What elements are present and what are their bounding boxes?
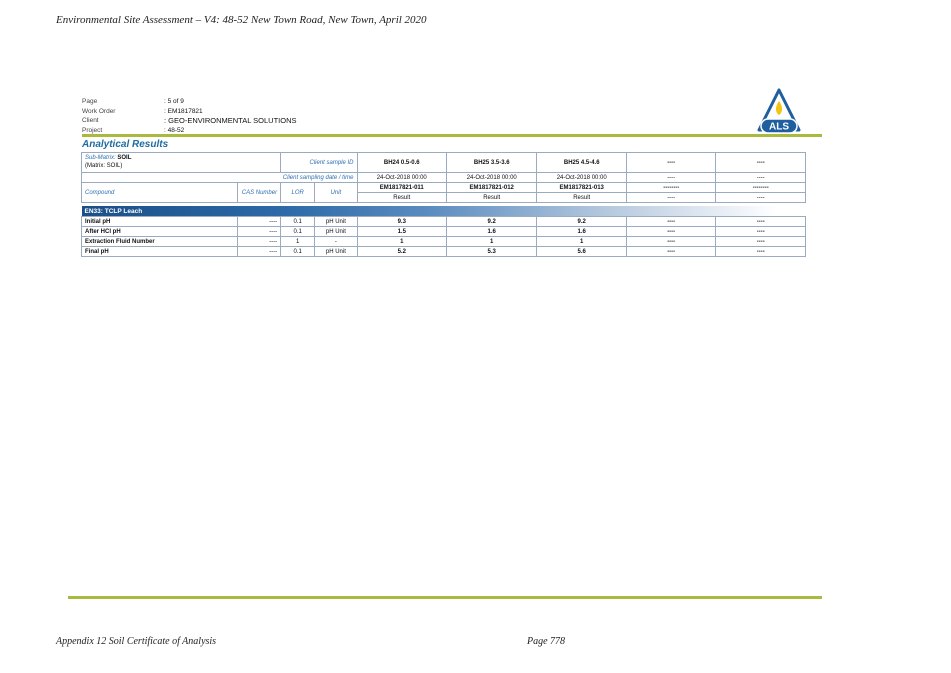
table-row <box>82 217 806 227</box>
sample-id-cell: BH25 3.5-3.6 <box>446 153 536 173</box>
sub-matrix-label: Sub-Matrix: <box>85 155 116 161</box>
sampling-date-cell: 24-Oct-2018 00:00 <box>537 173 626 183</box>
result-cell: 9.2 <box>446 217 536 227</box>
document-header: Environmental Site Assessment – V4: 48-52 New Town Road, New Town, April 2020 <box>56 14 427 26</box>
result-cell: 5.3 <box>446 247 536 257</box>
compound-cell: Initial pH <box>82 217 238 227</box>
result-cell: ---- <box>626 217 715 227</box>
sub-matrix-value: SOIL <box>117 155 132 161</box>
lab-id-cell: EM1817821-013 <box>537 183 626 193</box>
result-label-cell: ---- <box>626 193 715 203</box>
footer-appendix: Appendix 12 Soil Certificate of Analysis <box>56 636 217 647</box>
table-row <box>82 247 806 257</box>
lor-cell: 0.1 <box>281 227 315 237</box>
analytical-results-table <box>81 152 806 257</box>
result-cell: 1.6 <box>446 227 536 237</box>
result-cell: 5.2 <box>357 247 446 257</box>
meta-client-value: : GEO-ENVIRONMENTAL SOLUTIONS <box>164 116 297 126</box>
client-sample-id-label: Client sample ID <box>281 153 357 173</box>
sampling-date-cell: 24-Oct-2018 00:00 <box>446 173 536 183</box>
result-cell: ---- <box>626 237 715 247</box>
sample-id-cell: BH24 0.5-0.6 <box>357 153 446 173</box>
lor-cell: 1 <box>281 237 315 247</box>
cas-cell: ---- <box>237 217 280 227</box>
result-cell: 1 <box>357 237 446 247</box>
client-sample-id-row <box>82 153 806 173</box>
sampling-date-cell: ---- <box>716 173 806 183</box>
table-row <box>82 237 806 247</box>
result-cell: 1 <box>446 237 536 247</box>
sample-id-cell: BH25 4.5-4.6 <box>537 153 626 173</box>
lor-cell: 0.1 <box>281 217 315 227</box>
unit-header: Unit <box>315 183 357 203</box>
compound-header: Compound <box>82 183 238 203</box>
compound-cell: Final pH <box>82 247 238 257</box>
footer-rule <box>68 596 822 599</box>
unit-cell: pH Unit <box>315 227 357 237</box>
group-title: EN33: TCLP Leach <box>82 206 806 217</box>
sub-matrix-text <box>85 155 277 170</box>
lor-cell: 0.1 <box>281 247 315 257</box>
result-cell: ---- <box>716 247 806 257</box>
result-cell: 5.6 <box>537 247 626 257</box>
result-cell: ---- <box>716 227 806 237</box>
unit-cell: - <box>315 237 357 247</box>
column-header-row <box>82 183 806 193</box>
lab-id-cell: EM1817821-011 <box>357 183 446 193</box>
lab-id-cell: -------- <box>716 183 806 193</box>
meta-work-order-row <box>82 107 297 117</box>
result-cell: ---- <box>626 247 715 257</box>
result-cell: 1.5 <box>357 227 446 237</box>
compound-cell: Extraction Fluid Number <box>82 237 238 247</box>
result-label-cell: Result <box>537 193 626 203</box>
meta-page-row <box>82 97 297 107</box>
unit-cell: pH Unit <box>315 217 357 227</box>
cas-cell: ---- <box>237 237 280 247</box>
result-cell: 9.2 <box>537 217 626 227</box>
meta-client-row <box>82 116 297 126</box>
meta-work-order-label: Work Order <box>82 107 116 115</box>
result-label-cell: Result <box>446 193 536 203</box>
compound-cell: After HCl pH <box>82 227 238 237</box>
table-row <box>82 227 806 237</box>
matrix-text: (Matrix: SOIL) <box>85 162 123 169</box>
header-rule <box>82 134 822 137</box>
sample-id-cell: ---- <box>716 153 806 173</box>
cas-number-header: CAS Number <box>237 183 280 203</box>
result-cell: ---- <box>626 227 715 237</box>
cas-cell: ---- <box>237 227 280 237</box>
lab-id-cell: EM1817821-012 <box>446 183 536 193</box>
result-cell: ---- <box>716 217 806 227</box>
meta-work-order-value: : EM1817821 <box>164 107 203 115</box>
sample-id-cell: ---- <box>626 153 715 173</box>
result-cell: ---- <box>716 237 806 247</box>
meta-project-label: Project <box>82 126 103 134</box>
result-label-cell: ---- <box>716 193 806 203</box>
sampling-date-cell: ---- <box>626 173 715 183</box>
cas-cell: ---- <box>237 247 280 257</box>
result-cell: 9.3 <box>357 217 446 227</box>
unit-cell: pH Unit <box>315 247 357 257</box>
logo-text: ALS <box>769 121 789 133</box>
meta-page-value: : 5 of 9 <box>164 98 184 105</box>
footer-page-number: Page 778 <box>527 636 566 647</box>
section-title: Analytical Results <box>82 139 169 150</box>
sampling-date-cell: 24-Oct-2018 00:00 <box>357 173 446 183</box>
sampling-date-row <box>82 173 806 183</box>
lor-header: LOR <box>281 183 315 203</box>
group-band-row <box>82 206 806 217</box>
sampling-date-label: Client sampling date / time <box>82 173 358 183</box>
meta-client-label: Client <box>82 117 99 125</box>
report-meta <box>82 97 297 135</box>
result-cell: 1 <box>537 237 626 247</box>
sub-matrix-cell <box>82 153 281 173</box>
result-label-cell: Result <box>357 193 446 203</box>
lab-id-cell: -------- <box>626 183 715 193</box>
meta-project-value: : 48-52 <box>164 126 185 134</box>
als-logo <box>757 88 801 136</box>
result-cell: 1.6 <box>537 227 626 237</box>
meta-page-label: Page <box>82 98 98 105</box>
